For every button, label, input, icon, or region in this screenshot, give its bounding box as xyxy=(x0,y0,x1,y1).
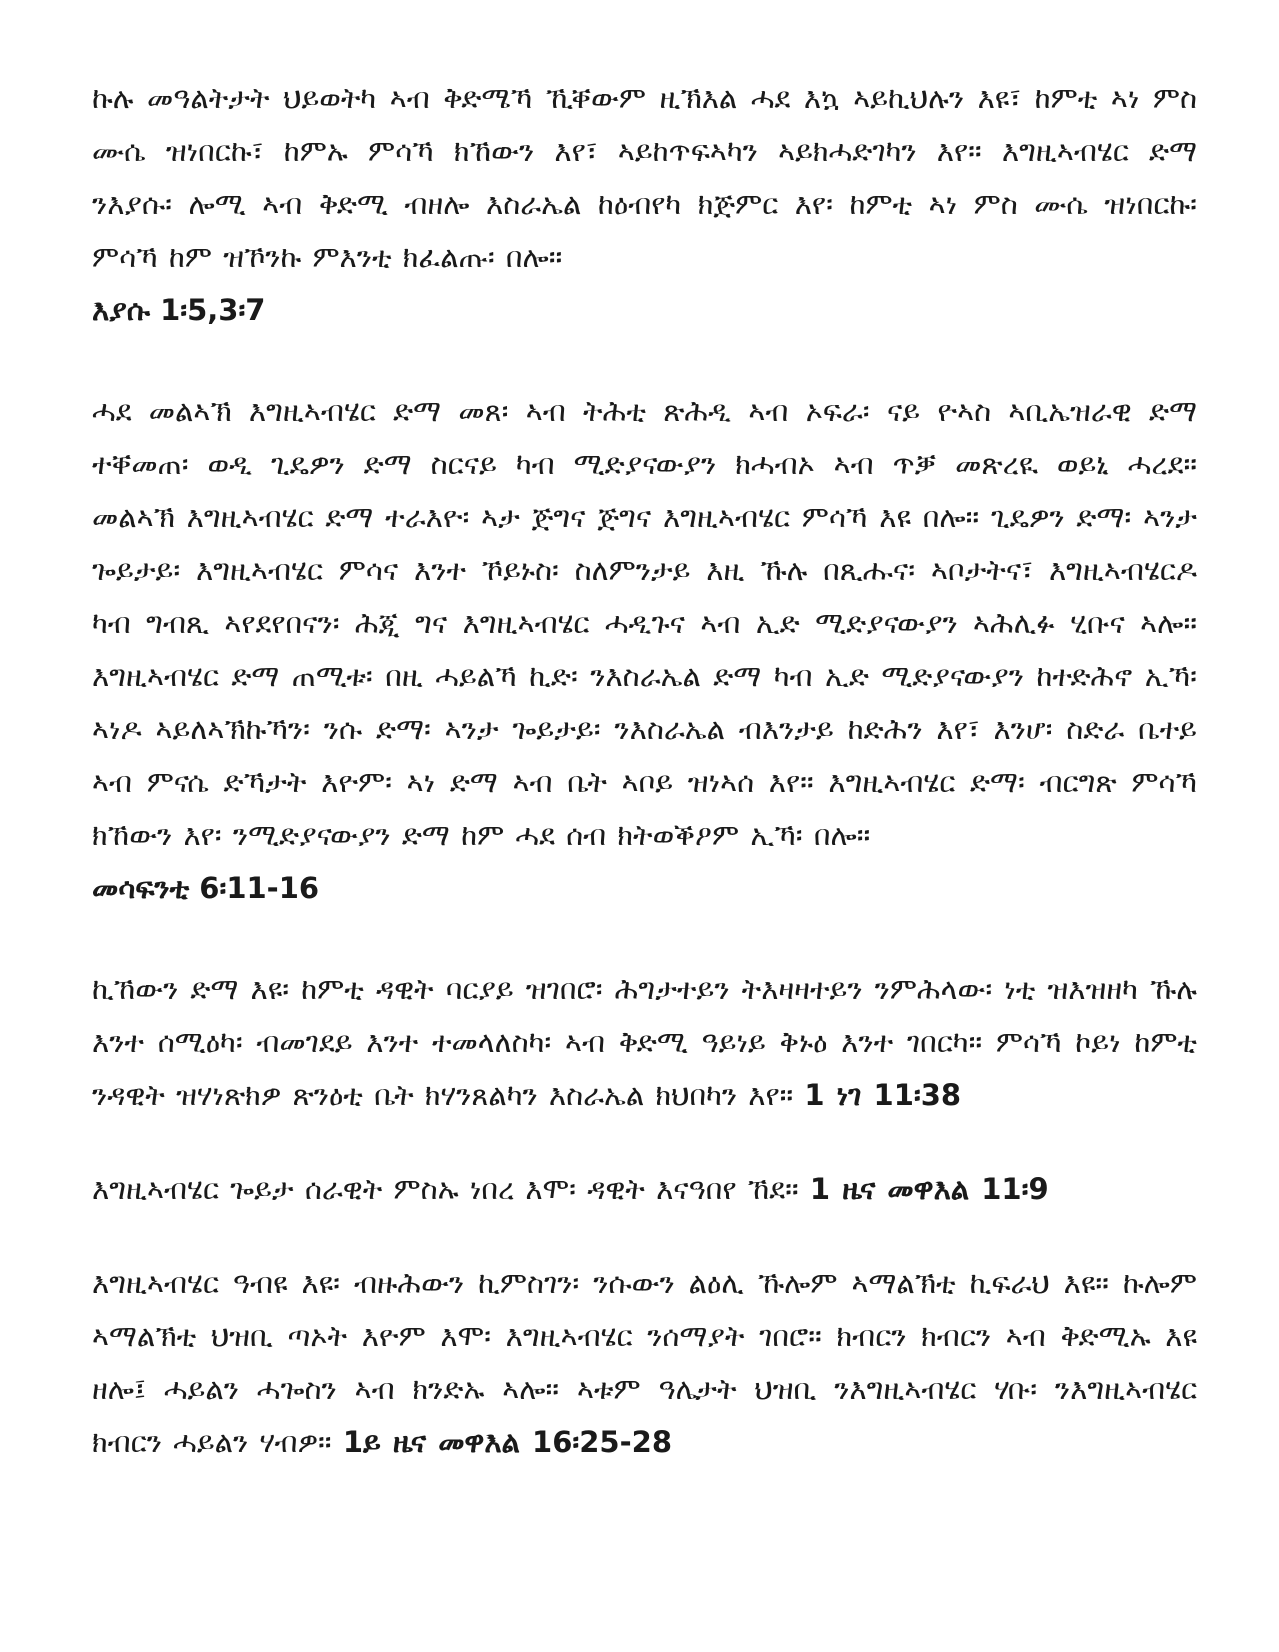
passage-text: ኩሉ መዓልትታት ህይወትካ ኣብ ቅድሜኻ ኺቐውም ዚኽእል ሓደ እኳ ኣይኪህሉን እዩ፣ ከምቲ ኣነ ምስ ሙሴ ዝነበርኩ፣ ከምኡ ምሳኻ ክኸውን እየ፣ ኣይከጥፍኣካን ኣይክሓድገካን እየ። እግዚኣብሄር ድማ ንእያሱ፡ ሎሚ ኣብ ቅድሚ ብዘሎ እስራኤል ከዕብየካ ክጅምር እየ፡ ከምቲ ኣነ ምስ ሙሴ ዝነበርኩ፡ ምሳኻ ከም ዝኾንኩ ምእንቲ ክፈልጡ፡ በሎ። xyxy=(92,81,1197,274)
passage-paragraph xyxy=(92,1257,1197,1469)
passage-judges xyxy=(92,385,1197,915)
passage-text: ኪኸውን ድማ እዩ፡ ከምቲ ዳዊት ባርያይ ዝገበሮ፡ ሕግታተይን ትእዛዛተይን ንምሕላው፡ ነቲ ዝእዝዘካ ኹሉ እንተ ሰሚዕካ፡ ብመገደይ እንተ ተመላለስካ፡ ኣብ ቅድሚ ዓይነይ ቅኑዕ እንተ ገበርካ። ምሳኻ ኮይነ ከምቲ ንዳዊት ዝሃነጽክዎ ጽንዕቲ ቤት ክሃንጸልካን እስራኤል ክህበካን እየ። xyxy=(92,972,1197,1112)
passage-paragraph xyxy=(92,963,1197,1122)
passage-1-chronicles-11 xyxy=(92,1163,1197,1216)
passage-1-chronicles-16 xyxy=(92,1257,1197,1469)
passage-text: እግዚኣብሄር ዓብዩ እዩ፡ ብዙሕውን ኪምስገን፡ ንሱውን ልዕሊ ኹሎም ኣማልኽቲ ኪፍራህ እዩ። ኩሎም ኣማልኽቲ ህዝቢ ጣኦት እዮም እሞ፡ እግዚኣብሄር ንሰማያት ገበሮ። ክብርን ክብርን ኣብ ቅድሚኡ እዩ ዘሎ፤ ሓይልን ሓጐስን ኣብ ክንድኡ ኣሎ። ኣቱም ዓሌታት ህዝቢ ንእግዚኣብሄር ሃቡ፡ ንእግዚኣብሄር ክብርን ሓይልን ሃብዎ። xyxy=(92,1266,1197,1459)
passage-reference: መሳፍንቲ 6፡11-16 xyxy=(92,871,320,905)
document-page xyxy=(92,72,1197,1469)
passage-joshua xyxy=(92,72,1197,337)
passage-reference: 1 ነገ 11፡38 xyxy=(804,1078,962,1112)
passage-reference: 1ይ ዜና መዋእል 16፡25-28 xyxy=(342,1425,672,1459)
passage-reference: እያሱ 1፡5,3፡7 xyxy=(92,293,266,327)
passage-text: ሓደ መልኣኽ እግዚኣብሄር ድማ መጸ፡ ኣብ ትሕቲ ጽሕዲ ኣብ ኦፍራ፡ ናይ ዮኣስ ኣቢኤዝራዊ ድማ ተቐመጠ፡ ወዲ ጊዴዎን ድማ ስርናይ ካብ ሚድያናውያን ክሓብኦ ኣብ ጥቓ መጽረዪ ወይኒ ሓረደ። መልኣኽ እግዚኣብሄር ድማ ተራእዮ፡ ኣታ ጅግና ጅግና እግዚኣብሄር ምሳኻ እዩ በሎ። ጊዴዎን ድማ፡ ኣንታ ጐይታይ፡ እግዚኣብሄር ምሳና እንተ ኾይኑስ፡ ስለምንታይ እዚ ኹሉ በጺሑና፡ ኣቦታትና፣ እግዚኣብሄርዶ ካብ ግብጺ ኣየደየበናን፡ ሕጂ ግና እግዚኣብሄር ሓዲጉና ኣብ ኢድ ሚድያናውያን ኣሕሊፉ ሂቡና ኣሎ። እግዚኣብሄር ድማ ጠሚቱ፡ በዚ ሓይልኻ ኪድ፡ ንእስራኤል ድማ ካብ ኢድ ሚድያናውያን ከተድሕኖ ኢኻ፡ ኣነዶ ኣይለኣኽኩኻን፡ ንሱ ድማ፡ ኣንታ ጐይታይ፡ ንእስራኤል ብእንታይ ከድሕን እየ፣ እንሆ፡ ስድራ ቤተይ ኣብ ምናሴ ድኻታት እዮም፡ ኣነ ድማ ኣብ ቤት ኣቦይ ዝነኣሰ እየ። እግዚኣብሄር ድማ፡ ብርግጽ ምሳኻ ክኸውን እየ፡ ንሚድያናውያን ድማ ከም ሓደ ሰብ ክትወቕዖም ኢኻ፡ በሎ። xyxy=(92,394,1197,852)
passage-paragraph xyxy=(92,1163,1197,1216)
passage-text: እግዚኣብሄር ጐይታ ሰራዊት ምስኡ ነበረ እሞ፡ ዳዊት እናዓበየ ኸደ። xyxy=(92,1172,799,1206)
passage-1-kings xyxy=(92,963,1197,1122)
passage-reference: 1 ዜና መዋእል 11፡9 xyxy=(809,1172,1049,1206)
